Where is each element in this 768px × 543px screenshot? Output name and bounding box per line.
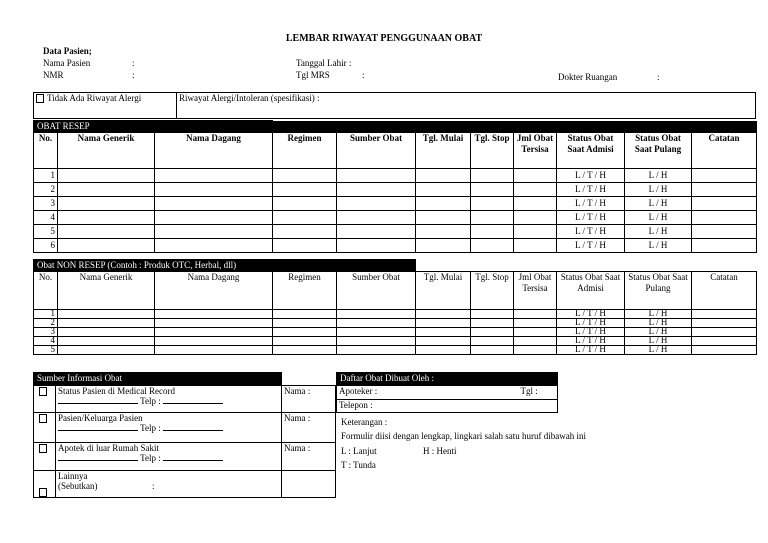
input-cell[interactable]: [337, 239, 416, 253]
source-medical-record[interactable]: [56, 386, 282, 413]
nama-cell: [282, 443, 336, 471]
input-cell[interactable]: [692, 197, 757, 211]
row-number: 2: [34, 183, 58, 197]
input-cell[interactable]: [471, 328, 514, 337]
prepared-table: [336, 372, 558, 413]
input-cell[interactable]: [273, 319, 337, 328]
date-label: Tgl :: [520, 386, 538, 396]
input-cell[interactable]: [58, 328, 155, 337]
notes-t-label: T : Tunda: [341, 460, 376, 470]
input-cell[interactable]: [155, 169, 273, 183]
row-number: 1: [34, 310, 58, 319]
input-cell[interactable]: [155, 337, 273, 346]
row-number: 4: [34, 337, 58, 346]
input-cell[interactable]: [692, 211, 757, 225]
status-admisi-cell[interactable]: L / T / H: [557, 169, 625, 183]
input-cell[interactable]: [58, 197, 155, 211]
row-number: 6: [34, 239, 58, 253]
input-cell[interactable]: [58, 346, 155, 355]
resep-header: Regimen: [273, 133, 337, 169]
notes-heading: Keterangan :: [341, 417, 388, 427]
resep-header: Sumber Obat: [337, 133, 416, 169]
input-cell[interactable]: [273, 183, 337, 197]
input-cell[interactable]: [471, 197, 514, 211]
status-admisi-cell[interactable]: L / T / H: [557, 319, 625, 328]
input-cell[interactable]: [471, 319, 514, 328]
patient-nmr-label: NMR: [43, 70, 64, 80]
nonresep-header: Nama Generik: [58, 272, 155, 310]
status-pulang-cell[interactable]: L / H: [625, 183, 692, 197]
input-cell[interactable]: [58, 211, 155, 225]
resep-table: [33, 120, 757, 253]
input-cell[interactable]: [337, 169, 416, 183]
patient-doctor-label: Dokter Ruangan: [558, 72, 618, 82]
patient-nmr-colon: :: [132, 70, 135, 80]
status-admisi-cell[interactable]: L / T / H: [557, 310, 625, 319]
input-cell[interactable]: [337, 225, 416, 239]
input-cell[interactable]: [692, 183, 757, 197]
status-pulang-cell[interactable]: L / H: [625, 169, 692, 183]
input-cell[interactable]: [155, 310, 273, 319]
fill-line[interactable]: [58, 430, 138, 431]
source-checkbox-cell[interactable]: [34, 386, 56, 413]
nonresep-header: Jml Obat Tersisa: [514, 272, 557, 310]
input-cell[interactable]: [471, 346, 514, 355]
patient-name-label: Nama Pasien: [43, 58, 91, 68]
input-cell[interactable]: [58, 169, 155, 183]
input-cell[interactable]: [416, 183, 471, 197]
input-cell[interactable]: [416, 239, 471, 253]
input-cell[interactable]: [416, 328, 471, 337]
input-cell[interactable]: [471, 225, 514, 239]
notes-h-label: H : Henti: [423, 446, 457, 456]
input-cell[interactable]: [337, 310, 416, 319]
input-cell[interactable]: [514, 319, 557, 328]
input-cell[interactable]: [514, 346, 557, 355]
input-cell[interactable]: [58, 239, 155, 253]
resep-section-label: OBAT RESEP: [34, 121, 273, 133]
table-row: [34, 197, 757, 211]
input-cell[interactable]: [692, 310, 757, 319]
input-cell[interactable]: [273, 346, 337, 355]
status-admisi-cell[interactable]: L / T / H: [557, 328, 625, 337]
nonresep-header: Sumber Obat: [337, 272, 416, 310]
input-cell[interactable]: [692, 225, 757, 239]
patient-doctor-colon: :: [657, 72, 660, 82]
status-pulang-cell[interactable]: L / H: [625, 328, 692, 337]
nonresep-header: Nama Dagang: [155, 272, 273, 310]
input-cell[interactable]: [155, 211, 273, 225]
resep-header: Tgl. Stop: [471, 133, 514, 169]
input-cell[interactable]: [692, 337, 757, 346]
status-admisi-cell[interactable]: L / T / H: [557, 211, 625, 225]
resep-header: Nama Generik: [58, 133, 155, 169]
status-admisi-cell[interactable]: L / T / H: [557, 183, 625, 197]
patient-name-colon: :: [132, 58, 135, 68]
nonresep-header: Tgl. Mulai: [416, 272, 471, 310]
input-cell[interactable]: [58, 183, 155, 197]
row-number: 2: [34, 319, 58, 328]
input-cell[interactable]: [514, 328, 557, 337]
telp-label: Telp :: [140, 423, 161, 433]
nama-label: Nama :: [284, 443, 311, 453]
table-row: [34, 211, 757, 225]
nonresep-section-label: Obat NON RESEP (Contoh : Produk OTC, Herbal, dll): [34, 260, 416, 272]
fill-line[interactable]: [58, 403, 138, 404]
input-cell[interactable]: [273, 169, 337, 183]
status-pulang-cell[interactable]: L / H: [625, 310, 692, 319]
resep-header: Nama Dagang: [155, 133, 273, 169]
nama-label: Nama :: [284, 413, 311, 423]
input-cell[interactable]: [337, 337, 416, 346]
input-cell[interactable]: [514, 239, 557, 253]
table-row: [34, 225, 757, 239]
input-cell[interactable]: [692, 319, 757, 328]
row-number: 5: [34, 225, 58, 239]
nonresep-header: No.: [34, 272, 58, 310]
input-cell[interactable]: [416, 197, 471, 211]
input-cell[interactable]: [514, 337, 557, 346]
table-row: [34, 183, 757, 197]
notes-l-label: L : Lanjut: [341, 446, 377, 456]
input-cell[interactable]: [514, 211, 557, 225]
source-pharmacy[interactable]: [56, 443, 282, 471]
source-pharmacy-label: Apotek di luar Rumah Sakit: [58, 443, 159, 453]
status-pulang-cell[interactable]: L / H: [625, 211, 692, 225]
nonresep-header: Regimen: [273, 272, 337, 310]
status-pulang-cell[interactable]: L / H: [625, 239, 692, 253]
source-other[interactable]: [56, 471, 282, 498]
input-cell[interactable]: [471, 337, 514, 346]
checkbox-icon[interactable]: [39, 414, 47, 423]
input-cell[interactable]: [514, 225, 557, 239]
telp-label: Telp :: [140, 396, 161, 406]
row-number: 4: [34, 211, 58, 225]
checkbox-icon[interactable]: [36, 94, 44, 103]
input-cell[interactable]: [273, 328, 337, 337]
patient-heading: Data Pasien;: [43, 46, 92, 56]
phone-label: Telepon :: [339, 400, 373, 410]
allergy-history-cell[interactable]: [177, 93, 756, 119]
form-title: LEMBAR RIWAYAT PENGGUNAAN OBAT: [285, 33, 483, 44]
input-cell[interactable]: [273, 225, 337, 239]
input-cell[interactable]: [514, 197, 557, 211]
pharmacist-label: Apoteker :: [339, 386, 378, 396]
fill-line[interactable]: [58, 460, 138, 461]
status-pulang-cell[interactable]: L / H: [625, 337, 692, 346]
status-admisi-cell[interactable]: L / T / H: [557, 239, 625, 253]
table-row: [34, 346, 757, 355]
patient-dob-label: Tanggal Lahir :: [296, 58, 352, 68]
source-checkbox-cell[interactable]: [34, 413, 56, 443]
nonresep-header: Catatan: [692, 272, 757, 310]
row-number: 3: [34, 197, 58, 211]
patient-mrs-colon: :: [362, 70, 365, 80]
sources-table: [33, 372, 336, 498]
status-admisi-cell[interactable]: L / T / H: [557, 225, 625, 239]
input-cell[interactable]: [273, 211, 337, 225]
input-cell[interactable]: [416, 169, 471, 183]
input-cell[interactable]: [471, 183, 514, 197]
checkbox-icon[interactable]: [39, 387, 47, 396]
source-family[interactable]: [56, 413, 282, 443]
input-cell[interactable]: [416, 211, 471, 225]
resep-header: No.: [34, 133, 58, 169]
input-cell[interactable]: [514, 310, 557, 319]
status-admisi-cell[interactable]: L / T / H: [557, 337, 625, 346]
input-cell[interactable]: [273, 310, 337, 319]
nama-cell: [282, 386, 336, 413]
allergy-none-cell[interactable]: [34, 93, 177, 119]
input-cell[interactable]: [471, 239, 514, 253]
source-checkbox-cell[interactable]: [34, 443, 56, 471]
source-checkbox-cell[interactable]: [34, 471, 56, 498]
input-cell[interactable]: [273, 337, 337, 346]
pharmacist-cell[interactable]: [337, 386, 558, 400]
row-number: 3: [34, 328, 58, 337]
patient-mrs-label: Tgl MRS: [296, 70, 330, 80]
phone-cell[interactable]: [337, 400, 558, 413]
status-pulang-cell[interactable]: L / H: [625, 346, 692, 355]
resep-header: Catatan: [692, 133, 757, 169]
input-cell[interactable]: [155, 225, 273, 239]
input-cell[interactable]: [155, 239, 273, 253]
input-cell[interactable]: [155, 328, 273, 337]
nama-cell: [282, 413, 336, 443]
input-cell[interactable]: [514, 183, 557, 197]
fill-line[interactable]: [163, 460, 223, 461]
input-cell[interactable]: [416, 310, 471, 319]
source-other-colon: :: [152, 481, 155, 491]
row-number: 1: [34, 169, 58, 183]
fill-line[interactable]: [163, 403, 223, 404]
input-cell[interactable]: [514, 169, 557, 183]
input-cell[interactable]: [337, 328, 416, 337]
nonresep-table: [33, 259, 757, 355]
allergy-table: [33, 92, 756, 119]
telp-label: Telp :: [140, 453, 161, 463]
table-row: [34, 169, 757, 183]
input-cell[interactable]: [155, 183, 273, 197]
prepared-section-label: Daftar Obat Dibuat Oleh :: [337, 373, 558, 386]
input-cell[interactable]: [58, 225, 155, 239]
input-cell[interactable]: [692, 239, 757, 253]
checkbox-icon[interactable]: [39, 444, 47, 453]
input-cell[interactable]: [471, 169, 514, 183]
nama-label: Nama :: [284, 386, 311, 396]
allergy-none-label: Tidak Ada Riwayat Alergi: [47, 93, 142, 103]
status-pulang-cell[interactable]: L / H: [625, 225, 692, 239]
input-cell[interactable]: [337, 183, 416, 197]
allergy-history-label: Riwayat Alergi/Intoleran (spesifikasi) :: [179, 93, 320, 103]
input-cell[interactable]: [337, 211, 416, 225]
input-cell[interactable]: [471, 211, 514, 225]
resep-header: Tgl. Mulai: [416, 133, 471, 169]
nonresep-header: Status Obat Saat Pulang: [625, 272, 692, 310]
table-row: [34, 328, 757, 337]
input-cell[interactable]: [692, 328, 757, 337]
status-pulang-cell[interactable]: L / H: [625, 319, 692, 328]
nonresep-header: Tgl. Stop: [471, 272, 514, 310]
input-cell[interactable]: [416, 225, 471, 239]
input-cell[interactable]: [58, 337, 155, 346]
sources-section-label: Sumber Informasi Obat: [34, 373, 282, 386]
resep-header: Status Obat Saat Admisi: [557, 133, 625, 169]
input-cell[interactable]: [337, 197, 416, 211]
status-admisi-cell[interactable]: L / T / H: [557, 346, 625, 355]
checkbox-icon[interactable]: [39, 488, 47, 497]
fill-line[interactable]: [163, 430, 223, 431]
input-cell[interactable]: [337, 346, 416, 355]
resep-header: Status Obat Saat Pulang: [625, 133, 692, 169]
input-cell[interactable]: [273, 197, 337, 211]
input-cell[interactable]: [416, 337, 471, 346]
input-cell[interactable]: [416, 319, 471, 328]
table-row: [34, 319, 757, 328]
input-cell[interactable]: [416, 346, 471, 355]
status-admisi-cell[interactable]: L / T / H: [557, 197, 625, 211]
nonresep-header: Status Obat Saat Admisi: [557, 272, 625, 310]
input-cell[interactable]: [337, 319, 416, 328]
resep-header: Jml Obat Tersisa: [514, 133, 557, 169]
input-cell[interactable]: [692, 169, 757, 183]
input-cell[interactable]: [155, 319, 273, 328]
input-cell[interactable]: [58, 319, 155, 328]
row-number: 5: [34, 346, 58, 355]
input-cell[interactable]: [58, 310, 155, 319]
input-cell[interactable]: [692, 346, 757, 355]
input-cell[interactable]: [273, 239, 337, 253]
table-row: [34, 337, 757, 346]
input-cell[interactable]: [155, 197, 273, 211]
table-row: [34, 239, 757, 253]
input-cell[interactable]: [155, 346, 273, 355]
status-pulang-cell[interactable]: L / H: [625, 197, 692, 211]
source-other-label: Lainnya (Sebutkan): [58, 471, 98, 491]
table-row: [34, 310, 757, 319]
source-family-label: Pasien/Keluarga Pasien: [58, 413, 143, 423]
source-medical-record-label: Status Pasien di Medical Record: [58, 386, 175, 396]
input-cell[interactable]: [471, 310, 514, 319]
notes-instruction: Formulir diisi dengan lengkap, lingkari salah satu huruf dibawah ini: [341, 431, 586, 441]
